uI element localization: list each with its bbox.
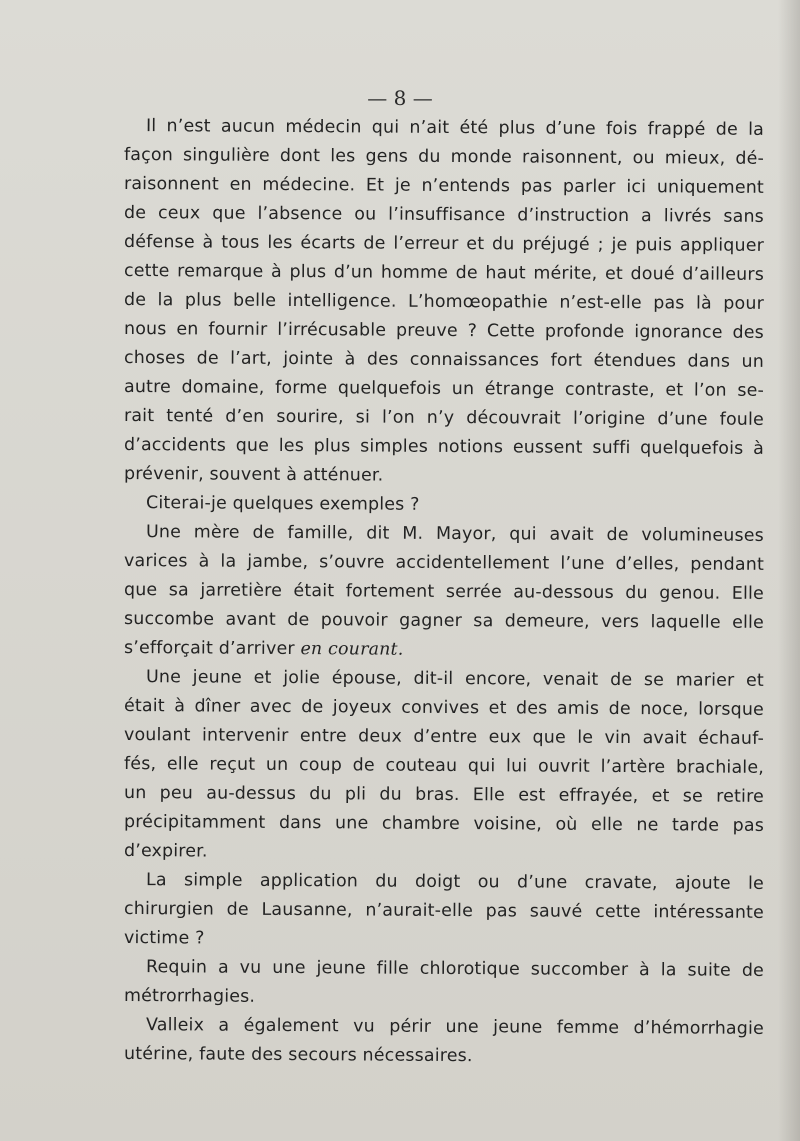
text-line: raisonnent en médecine. Et je n’entends pas parler ici uniquement: [123, 174, 765, 198]
text-line: prévenir, souvent à atténuer.: [123, 464, 384, 486]
text-line: fés, elle reçut un coup de couteau qui lui ouvrit l’artère brachiale,: [123, 754, 765, 778]
text-line: d’expirer.: [123, 841, 208, 862]
text-line: précipitamment dans une chambre voisine, où elle ne tarde pas: [123, 812, 765, 836]
text-line: était à dîner avec de joyeux convives et des amis de noce, lorsque: [123, 696, 765, 720]
text-line-prefix: s’efforçait d’arriver: [123, 638, 301, 660]
italic-phrase: en courant.: [300, 639, 404, 660]
text-line: que sa jarretière était fortement serrée au-dessous du genou. Elle: [123, 580, 765, 604]
paragraph: [124, 663, 764, 866]
paragraph: [124, 1011, 764, 1069]
text-line: Il n’est aucun médecin qui n’ait été plus d’une fois frappé de la: [145, 116, 765, 140]
text-line: cette remarque à plus d’un homme de haut mérite, et doué d’ailleurs: [123, 261, 765, 285]
text-line: métrorrhagies.: [123, 986, 256, 1007]
paragraph: [124, 953, 764, 1011]
paragraph: [124, 489, 764, 518]
text-line: autre domaine, forme quelquefois un étrange contraste, et l’on se-: [123, 377, 765, 401]
text-line: victime ?: [123, 928, 205, 949]
text-line: nous en fournir l’irrécusable preuve ? Cette profonde ignorance des: [123, 319, 765, 343]
text-line: Requin a vu une jeune fille chlorotique succomber à la suite de: [145, 957, 765, 981]
text-line: Une mère de famille, dit M. Mayor, qui avait de volumineuses: [145, 522, 765, 546]
text-line: Une jeune et jolie épouse, dit-il encore, venait de se marier et: [145, 667, 765, 691]
text-line: Citerai-je quelques exemples ?: [145, 493, 420, 515]
text-line: succombe avant de pouvoir gagner sa demeure, vers laquelle elle: [123, 609, 765, 633]
text-line: d’accidents que les plus simples notions eussent suffi quelquefois à: [123, 435, 765, 459]
page-body-text: [124, 112, 764, 1069]
text-line: varices à la jambe, s’ouvre accidentellement l’une d’elles, pendant: [123, 551, 765, 575]
text-line: façon singulière dont les gens du monde raisonnent, ou mieux, dé-: [123, 145, 765, 169]
text-line: [124, 634, 764, 667]
text-line: rait tenté d’en sourire, si l’on n’y découvrait l’origine d’une foule: [123, 406, 765, 430]
text-line: de la plus belle intelligence. L’homœopathie n’est-elle pas là pour: [123, 290, 765, 314]
text-line: La simple application du doigt ou d’une cravate, ajoute le: [145, 870, 765, 894]
text-line: Valleix a également vu périr une jeune femme d’hémorrhagie: [145, 1015, 765, 1039]
text-line: un peu au-dessus du pli du bras. Elle est effrayée, et se retire: [123, 783, 765, 807]
text-line: défense à tous les écarts de l’erreur et du préjugé ; je puis appliquer: [123, 232, 765, 256]
text-line: chirurgien de Lausanne, n’aurait-elle pas sauvé cette intéressante: [123, 899, 765, 923]
paragraph: [124, 112, 764, 489]
text-line: voulant intervenir entre deux d’entre eux que le vin avait échauf-: [123, 725, 765, 749]
text-line: de ceux que l’absence ou l’insuffisance d’instruction a livrés sans: [123, 203, 765, 227]
paragraph: [124, 518, 764, 663]
page-number: — 8 —: [367, 86, 433, 110]
text-line: choses de l’art, jointe à des connaissances fort étendues dans un: [123, 348, 765, 372]
paragraph: [124, 866, 764, 953]
text-line: utérine, faute des secours nécessaires.: [123, 1044, 473, 1067]
